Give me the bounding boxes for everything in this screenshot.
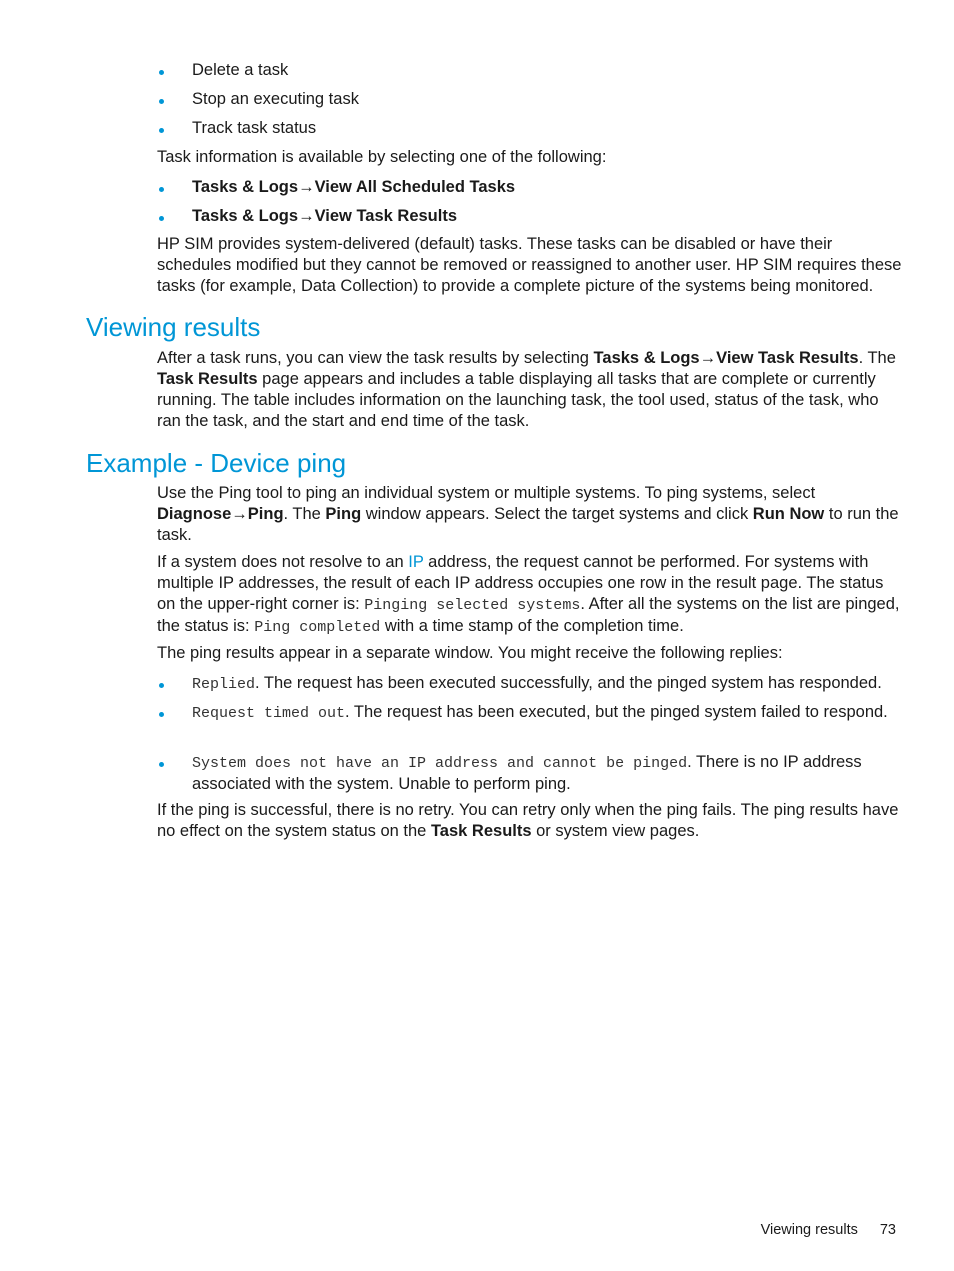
ping-results-paragraph: The ping results appear in a separate window. You might receive the following replies: <box>157 644 783 662</box>
reply-code: Replied <box>192 676 256 693</box>
ping-intro-paragraph: Use the Ping tool to ping an individual system or multiple systems. To ping systems, select Diagnose→Ping. The Ping window appears. Select the target systems and click Run Now to run the task. <box>157 484 899 544</box>
menu-path-part: Tasks & Logs <box>192 207 299 225</box>
ip-resolve-paragraph: If a system does not resolve to an IP address, the request cannot be performed. For systems with multiple IP addresses, the result of each IP address occupies one row in the result page. The status on the upper-right corner is: Pinging selected systems. After all the systems on the list are pinged, the status is: Ping completed with a time stamp of the completion time. <box>157 553 900 636</box>
reply-description: System does not have an IP address and cannot be pinged. There is no IP address associated with the system. Unable to perform ping. <box>192 753 862 793</box>
section-heading-viewing-results: Viewing results <box>86 312 261 342</box>
menu-path <box>192 177 902 198</box>
bullet-icon <box>159 216 164 221</box>
reply-code: Request timed out <box>192 705 346 722</box>
arrow-icon: → <box>298 178 315 196</box>
menu-path-part: View All Scheduled Tasks <box>314 178 516 196</box>
menu-path <box>192 206 902 227</box>
footer-section-title: Viewing results <box>760 1222 858 1238</box>
status-code: Ping completed <box>254 619 381 636</box>
reply-description: Request timed out. The request has been executed, but the pinged system failed to respond. <box>192 703 888 722</box>
arrow-icon: → <box>298 207 315 225</box>
menu-path-part: View Task Results <box>314 207 458 225</box>
intro-paragraph: Task information is available by selecting one of the following: <box>157 148 607 166</box>
bullet-icon <box>159 128 164 133</box>
list-item-text: Stop an executing task <box>192 90 359 108</box>
list-item-text: Delete a task <box>192 61 289 79</box>
retry-paragraph: If the ping is successful, there is no retry. You can retry only when the ping fails. The ping results have no effect on the system status on the Task Results or system view pages. <box>157 801 899 840</box>
bullet-icon <box>159 683 164 688</box>
viewing-results-paragraph: After a task runs, you can view the task results by selecting Tasks & Logs→View Task Results. The Task Results page appears and includes a table displaying all tasks that are complete or currently running. The table includes information on the launching task, the tool used, status of the task, who ran the task, and the start and end time of the task. <box>157 349 896 430</box>
arrow-icon: → <box>699 349 717 367</box>
bullet-icon <box>159 712 164 717</box>
page-footer <box>761 1222 896 1238</box>
bullet-icon <box>159 99 164 104</box>
status-code: Pinging selected systems <box>364 597 581 614</box>
list-item-text: Track task status <box>192 119 317 137</box>
hp-sim-paragraph: HP SIM provides system-delivered (default) tasks. These tasks can be disabled or have their schedules modified but they cannot be removed or reassigned to another user. HP SIM requires these tasks (for example, Data Collection) to provide a complete picture of the systems being monitored. <box>157 235 902 295</box>
reply-description: Replied. The request has been executed successfully, and the pinged system has responded. <box>192 674 882 693</box>
menu-path-part: Tasks & Logs <box>192 178 299 196</box>
bullet-icon <box>159 70 164 75</box>
ip-glossary-link[interactable]: IP <box>408 553 424 571</box>
bullet-icon <box>159 187 164 192</box>
bullet-icon <box>159 762 164 767</box>
arrow-icon: → <box>231 505 248 523</box>
section-heading-example-device-ping: Example - Device ping <box>86 448 347 478</box>
reply-code: System does not have an IP address and cannot be pinged <box>192 755 688 772</box>
page-number: 73 <box>879 1222 896 1238</box>
